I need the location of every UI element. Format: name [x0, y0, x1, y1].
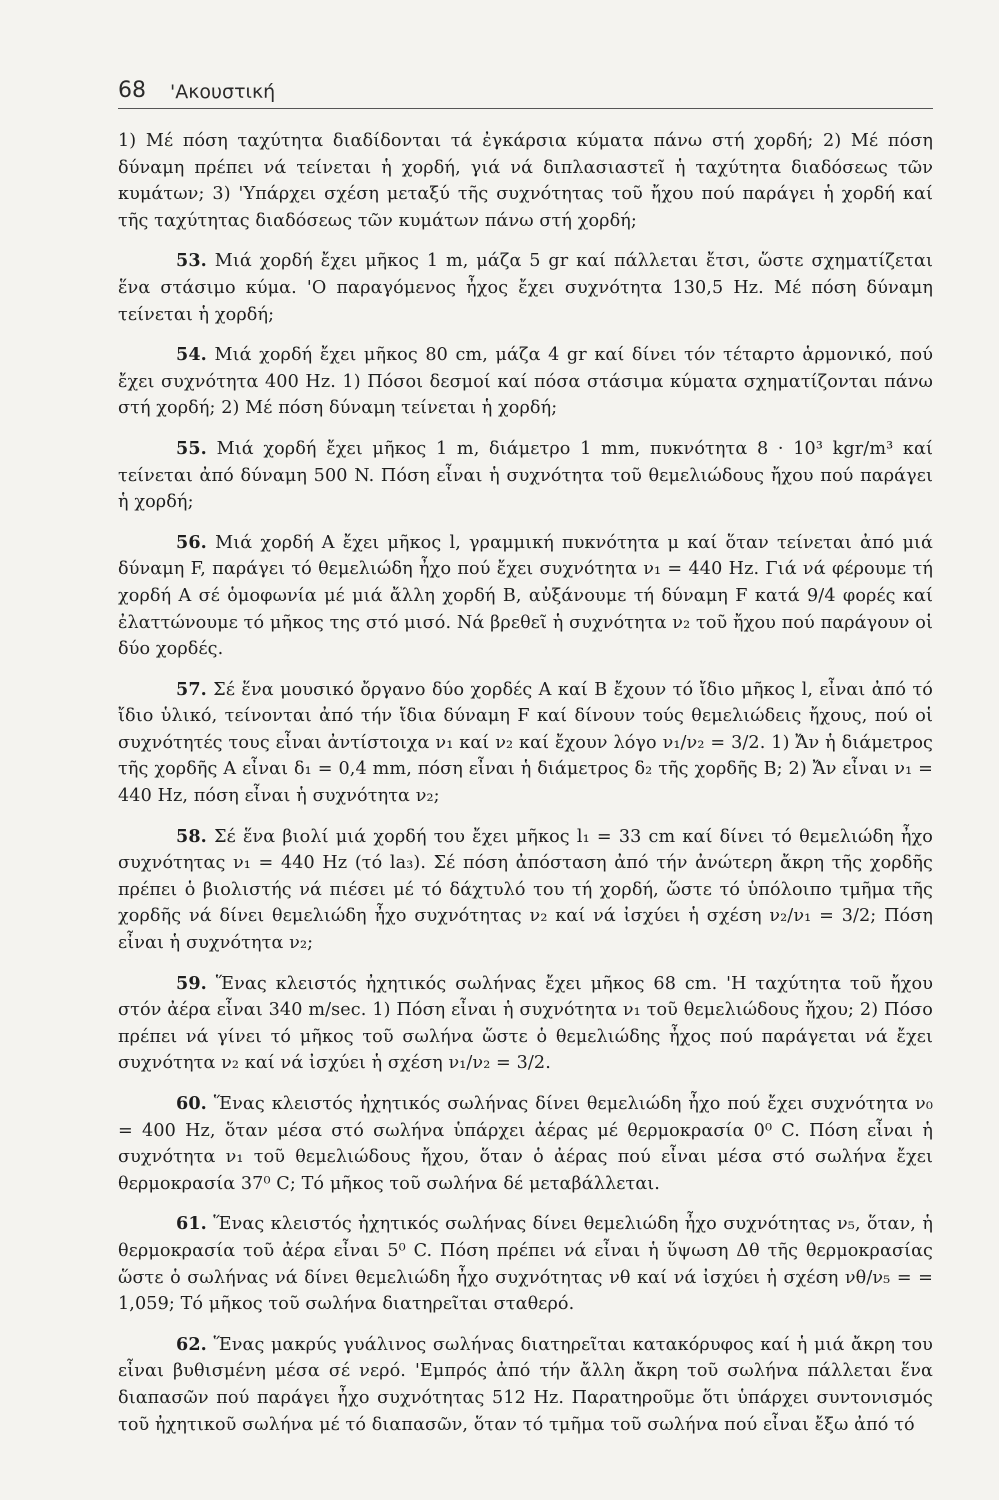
- problem-text: Σέ ἕνα βιολί μιά χορδή του ἔχει μῆκος l₁ = 33 cm καί δίνει τό θεμελιώδη ἦχο συχνότητας ν₁ = 440 Hz (τό la₃). Σέ πόση ἀπόσταση ἀπό τήν ἀνώτερη ἄκρη τῆς χορδῆς πρέπει ὁ βιολιστής νά πιέσει μέ τό δάχτυλό του τή χορδή, ὥστε τό ὑπόλοιπο τμῆμα τῆς χορδῆς νά δίνει θεμελιώδη ἦχο συχνότητας ν₂ καί νά ἰσχύει ἡ σχέση ν₂/ν₁ = 3/2; Πόση εἶναι ἡ συχνότητα ν₂;: [118, 826, 934, 954]
- problem-62: [118, 1332, 933, 1438]
- problem-54: [118, 342, 933, 422]
- problem-number: 57.: [176, 678, 207, 700]
- problem-text: Μιά χορδή ἔχει μῆκος 1 m, διάμετρο 1 mm, πυκνότητα 8 · 10³ kgr/m³ καί τείνεται ἀπό δύναμη 500 N. Πόση εἶναι ἡ συχνότητα τοῦ θεμελιώδους ἤχου πού παράγει ἡ χορδή;: [118, 438, 933, 513]
- problem-number: 58.: [176, 825, 207, 847]
- page-body: [118, 128, 933, 1452]
- section-title: 'Ακουστική: [170, 81, 276, 103]
- problem-number: 53.: [176, 250, 207, 272]
- problem-number: 60.: [176, 1093, 207, 1114]
- problem-number: 56.: [176, 531, 207, 553]
- problem-58: [118, 824, 933, 957]
- problem-60: [118, 1091, 933, 1197]
- problem-text: Ἕνας μακρύς γυάλινος σωλήνας διατηρεῖται κατακόρυφος καί ἡ μιά ἄκρη του εἶναι βυθισμένη μέσα σέ νερό. 'Εμπρός ἀπό τήν ἄλλη ἄκρη τοῦ σωλήνα πάλλεται ἕνα διαπασῶν πού παράγει ἦχο συχνότητας 512 Hz. Παρατηροῦμε ὅτι ὑπάρχει συντονισμός τοῦ ἠχητικοῦ σωλήνα μέ τό διαπασῶν, ὅταν τό τμῆμα τοῦ σωλήνα πού εἶναι ἔξω ἀπό τό: [118, 1334, 933, 1435]
- intro-paragraph: 1) Μέ πόση ταχύτητα διαδίδονται τά ἐγκάρσια κύματα πάνω στή χορδή; 2) Μέ πόση δύναμη πρέπει νά τείνεται ἡ χορδή, γιά νά διπλασιαστεῖ ἡ ταχύτητα διαδόσεως τῶν κυμάτων; 3) 'Υπάρχει σχέση μεταξύ τῆς συχνότητας τοῦ ἤχου πού παράγει ἡ χορδή καί τῆς ταχύτητας διαδόσεως τῶν κυμάτων πάνω στή χορδή;: [118, 131, 933, 231]
- page-number: 68: [118, 78, 146, 103]
- problem-61: [118, 1211, 933, 1317]
- problem-55: [118, 436, 933, 516]
- problem-number: 55.: [176, 437, 207, 459]
- problem-number: 61.: [176, 1213, 207, 1235]
- problem-number: 62.: [176, 1333, 207, 1355]
- problem-text: Μιά χορδή A ἔχει μῆκος l, γραμμική πυκνότητα μ καί ὅταν τείνεται ἀπό μιά δύναμη F, παράγει τό θεμελιώδη ἦχο πού ἔχει συχνότητα ν₁ = 440 Hz. Γιά νά φέρουμε τή χορδή A σέ ὁμοφωνία μέ μιά ἄλλη χορδή B, αὐξάνουμε τή δύναμη F κατά 9/4 φορές καί ἐλαττώνουμε τό μῆκος της στό μισό. Νά βρεθεῖ ἡ συχνότητα ν₂ τοῦ ἤχου πού παράγουν οἱ δύο χορδές.: [118, 532, 933, 660]
- problem-56: [118, 530, 933, 663]
- problem-text: Ἕνας κλειστός ἠχητικός σωλήνας δίνει θεμελιώδη ἦχο συχνότητας ν₅, ὅταν, ἡ θερμοκρασία τοῦ ἀέρα εἶναι 5⁰ C. Πόση πρέπει νά εἶναι ἡ ὕψωση Δθ τῆς θερμοκρασίας ὥστε ὁ σωλήνας νά δίνει θεμελιώδη ἦχο συχνότητας νθ καί νά ἰσχύει ἡ σχέση νθ/ν₅ = = 1,059; Τό μῆκος τοῦ σωλήνα διατηρεῖται σταθερό.: [118, 1214, 933, 1315]
- problem-text: Μιά χορδή ἔχει μῆκος 1 m, μάζα 5 gr καί πάλλεται ἔτσι, ὥστε σχηματίζεται ἕνα στάσιμο κύμα. 'Ο παραγόμενος ἦχος ἔχει συχνότητα 130,5 Hz. Μέ πόση δύναμη τείνεται ἡ χορδή;: [118, 251, 933, 325]
- header-rule: [118, 108, 933, 109]
- problem-number: 54.: [176, 344, 207, 366]
- problem-text: Σέ ἕνα μουσικό ὄργανο δύο χορδές A καί B ἔχουν τό ἴδιο μῆκος l, εἶναι ἀπό τό ἴδιο ὑλικό, τείνονται ἀπό τήν ἴδια δύναμη F καί δίνουν τούς θεμελιώδεις ἤχους, πού οἱ συχνότητές τους εἶναι ἀντίστοιχα ν₁ καί ν₂ καί ἔχουν λόγο ν₁/ν₂ = 3/2. 1) Ἄν ἡ διάμετρος τῆς χορδῆς A εἶναι δ₁ = 0,4 mm, πόση εἶναι ἡ διάμετρος δ₂ τῆς χορδῆς B; 2) Ἄν εἶναι ν₁ = 440 Hz, πόση εἶναι ἡ συχνότητα ν₂;: [118, 679, 933, 807]
- problem-53: [118, 248, 933, 328]
- problem-59: [118, 971, 933, 1077]
- problem-text: Ἕνας κλειστός ἠχητικός σωλήνας ἔχει μῆκος 68 cm. 'Η ταχύτητα τοῦ ἤχου στόν ἀέρα εἶναι 340 m/sec. 1) Πόση εἶναι ἡ συχνότητα ν₁ τοῦ θεμελιώδους ἤχου; 2) Πόσο πρέπει νά γίνει τό μῆκος τοῦ σωλήνα ὥστε ὁ θεμελιώδης ἦχος πού παράγεται νά ἔχει συχνότητα ν₂ καί νά ἰσχύει ἡ σχέση ν₁/ν₂ = 3/2.: [118, 973, 933, 1074]
- problem-text: Μιά χορδή ἔχει μῆκος 80 cm, μάζα 4 gr καί δίνει τόν τέταρτο ἁρμονικό, πού ἔχει συχνότητα 400 Hz. 1) Πόσοι δεσμοί καί πόσα στάσιμα κύματα σχηματίζονται πάνω στή χορδή; 2) Μέ πόση δύναμη τείνεται ἡ χορδή;: [118, 345, 933, 419]
- problem-57: [118, 677, 933, 810]
- page-header: [118, 76, 933, 106]
- problem-number: 59.: [176, 972, 207, 994]
- problem-text: Ἕνας κλειστός ἠχητικός σωλήνας δίνει θεμελιώδη ἦχο πού ἔχει συχνότητα ν₀ = 400 Hz, ὅταν μέσα στό σωλήνα ὑπάρχει ἀέρας μέ θερμοκρασία 0⁰ C. Πόση εἶναι ἡ συχνότητα ν₁ τοῦ θεμελιώδους ἤχου, ὅταν ὁ ἀέρας πού εἶναι μέσα στό σωλήνα ἔχει θερμοκρασία 37⁰ C; Τό μῆκος τοῦ σωλήνα δέ μεταβάλλεται.: [118, 1094, 933, 1194]
